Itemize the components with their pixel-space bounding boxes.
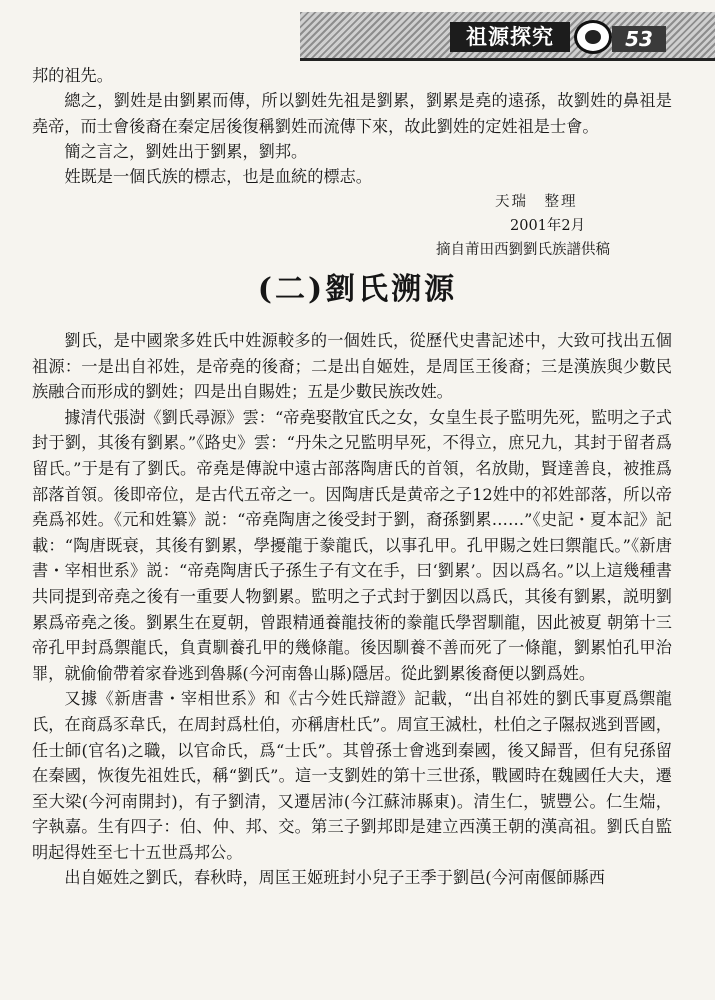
paragraph: 姓既是一個氏族的標志，也是血統的標志。 xyxy=(64,167,372,187)
signature-block xyxy=(390,190,680,262)
source-credit: 摘自莆田西劉劉氏族譜供稿 xyxy=(436,242,610,258)
logo-icon xyxy=(574,20,612,54)
header-title: 祖源探究 xyxy=(450,22,570,52)
paragraph: 劉氏，是中國衆多姓氏中姓源較多的一個姓氏，從歷代史書記述中，大致可找出五個祖源：一是出自祁姓，是帝堯的後裔；二是出自姬姓，是周匡王後裔；三是漢族與少數民族融合而形成的劉姓；四是出自賜姓；五是少數民族改姓。 xyxy=(32,331,672,402)
paragraph: 總之，劉姓是由劉累而傳，所以劉姓先祖是劉累，劉累是堯的遠孫，故劉姓的鼻祖是堯帝，而士會後裔在秦定居後復稱劉姓而流傳下來，故此劉姓的定姓祖是士會。 xyxy=(32,91,672,136)
intro-text xyxy=(32,63,672,189)
signature-date: 2001年2月 xyxy=(510,218,586,234)
paragraph: 出自姬姓之劉氏，春秋時，周匡王姬班封小兒子王季于劉邑(今河南偃師縣西 xyxy=(64,868,605,888)
paragraph: 據清代張澍《劉氏尋源》雲：“帝堯娶散宜氏之女，女皇生長子監明先死，監明之子式封于劉，其後有劉累。”《路史》雲：“丹朱之兄監明早死，不得立，庶兄九，其封于留者爲留氏。”于是有了劉氏。帝堯是傳說中遠古部落陶唐氏的首領，名放勛，賢達善良，被推爲部落首領。後即帝位，是古代五帝之一。因陶唐氏是黄帝之子12姓中的祁姓部落，所以帝堯爲祁姓。《元和姓纂》説：“帝堯陶唐之後受封于劉，裔孫劉累……”《史記・夏本記》記載：“陶唐既衰，其後有劉累，學擾龍于豢龍氏，以事孔甲。孔甲賜之姓曰禦龍氏。”《新唐書・宰相世系》説：“帝堯陶唐氏子孫生子有文在手，曰‘劉累’。因以爲名。”以上這幾種書共同提到帝堯之後有一重要人物劉累。監明之子式封于劉因以爲氏，其後有劉累，説明劉累爲帝堯之後。劉累生在夏朝，曾跟精通養龍技術的豢龍氏學習馴龍，因此被夏 朝第十三帝孔甲封爲禦龍氏，負責馴養孔甲的幾條龍。後因馴養不善而死了一條龍，劉累怕孔甲治罪，就偷偷帶着家眷逃到魯縣(今河南魯山縣)隱居。從此劉累後裔便以劉爲姓。 xyxy=(32,407,672,683)
editor-credit: 天瑞 整理 xyxy=(495,194,578,210)
page-number: 53 xyxy=(612,26,666,52)
section-title: (二)劉氏溯源 xyxy=(257,272,458,307)
paragraph: 又據《新唐書・宰相世系》和《古今姓氏辯證》記載，“出自祁姓的劉氏事夏爲禦龍氏，在商爲豕韋氏，在周封爲杜伯，亦稱唐杜氏”。周宣王滅杜，杜伯之子隰叔逃到晋國，任士師(官名)之職，以官命氏，爲“士氏”。其曾孫士會逃到秦國，後又歸晋，但有兒孫留在秦國，恢復先祖姓氏，稱“劉氏”。這一支劉姓的第十三世孫，戰國時在魏國任大夫，遷至大梁(今河南開封)，有子劉清，又遷居沛(今江蘇沛縣東)。清生仁，號豐公。仁生煓，字執嘉。生有四子：伯、仲、邦、交。第三子劉邦即是建立西漢王朝的漢高祖。劉氏自監明起得姓至七十五世爲邦公。 xyxy=(32,689,672,862)
paragraph: 簡之言之，劉姓出于劉累，劉邦。 xyxy=(64,141,308,161)
paragraph: 邦的祖先。 xyxy=(32,66,113,85)
body-text xyxy=(32,328,672,891)
